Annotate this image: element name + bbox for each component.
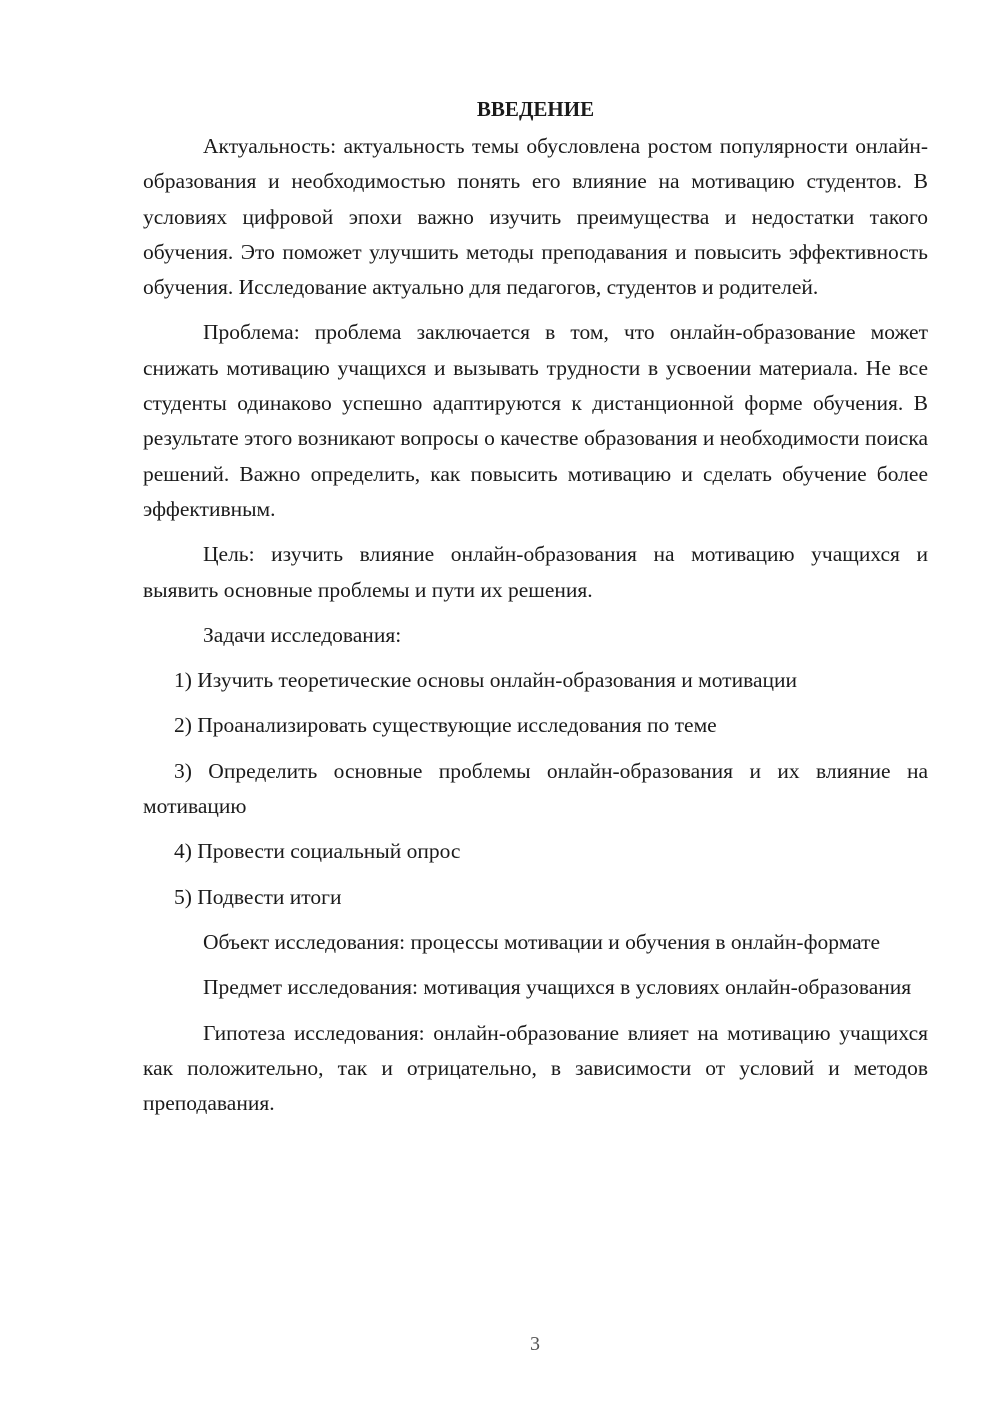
paragraph-goal: Цель: изучить влияние онлайн-образования на мотивацию учащихся и выявить основные проблемы и пути их решения. — [143, 542, 928, 602]
paragraph-subject: Предмет исследования: мотивация учащихся в условиях онлайн-образования — [203, 975, 912, 1000]
page-title: ВВЕДЕНИЕ — [476, 97, 595, 121]
page-number: 3 — [530, 1333, 540, 1355]
document-page — [143, 92, 928, 1131]
paragraph-object: Объект исследования: процессы мотивации и обучения в онлайн-формате — [203, 929, 881, 954]
paragraph-tasks-heading: Задачи исследования: — [203, 622, 402, 647]
task-item-4: 4) Провести социальный опрос — [174, 839, 461, 864]
paragraph-problem: Проблема: проблема заключается в том, что онлайн-образование может снижать мотивацию учащихся и вызывать трудности в усвоении материала. Не все студенты одинаково успешно адаптируются к дистанционной форме обучения. В результате этого возникают вопросы о качестве образования и необходимости поиска решений. Важно определить, как повысить мотивацию и сделать обучение более эффективным. — [143, 320, 928, 521]
task-item-1: 1) Изучить теоретические основы онлайн-образования и мотивации — [174, 668, 798, 693]
paragraph-hypothesis: Гипотеза исследования: онлайн-образование влияет на мотивацию учащихся как положительно, так и отрицательно, в зависимости от условий и методов преподавания. — [143, 1020, 928, 1116]
task-item-2: 2) Проанализировать существующие исследования по теме — [174, 713, 717, 738]
task-item-5: 5) Подвести итоги — [174, 884, 342, 909]
task-item-3: 3) Определить основные проблемы онлайн-образования и их влияние на мотивацию — [143, 758, 928, 819]
paragraph-relevance: Актуальность: актуальность темы обусловлена ростом популярности онлайн-образования и необходимостью понять его влияние на мотивацию студентов. В условиях цифровой эпохи важно изучить преимущества и недостатки такого обучения. Это поможет улучшить методы преподавания и повысить эффективность обучения. Исследование актуально для педагогов, студентов и родителей. — [143, 134, 928, 300]
